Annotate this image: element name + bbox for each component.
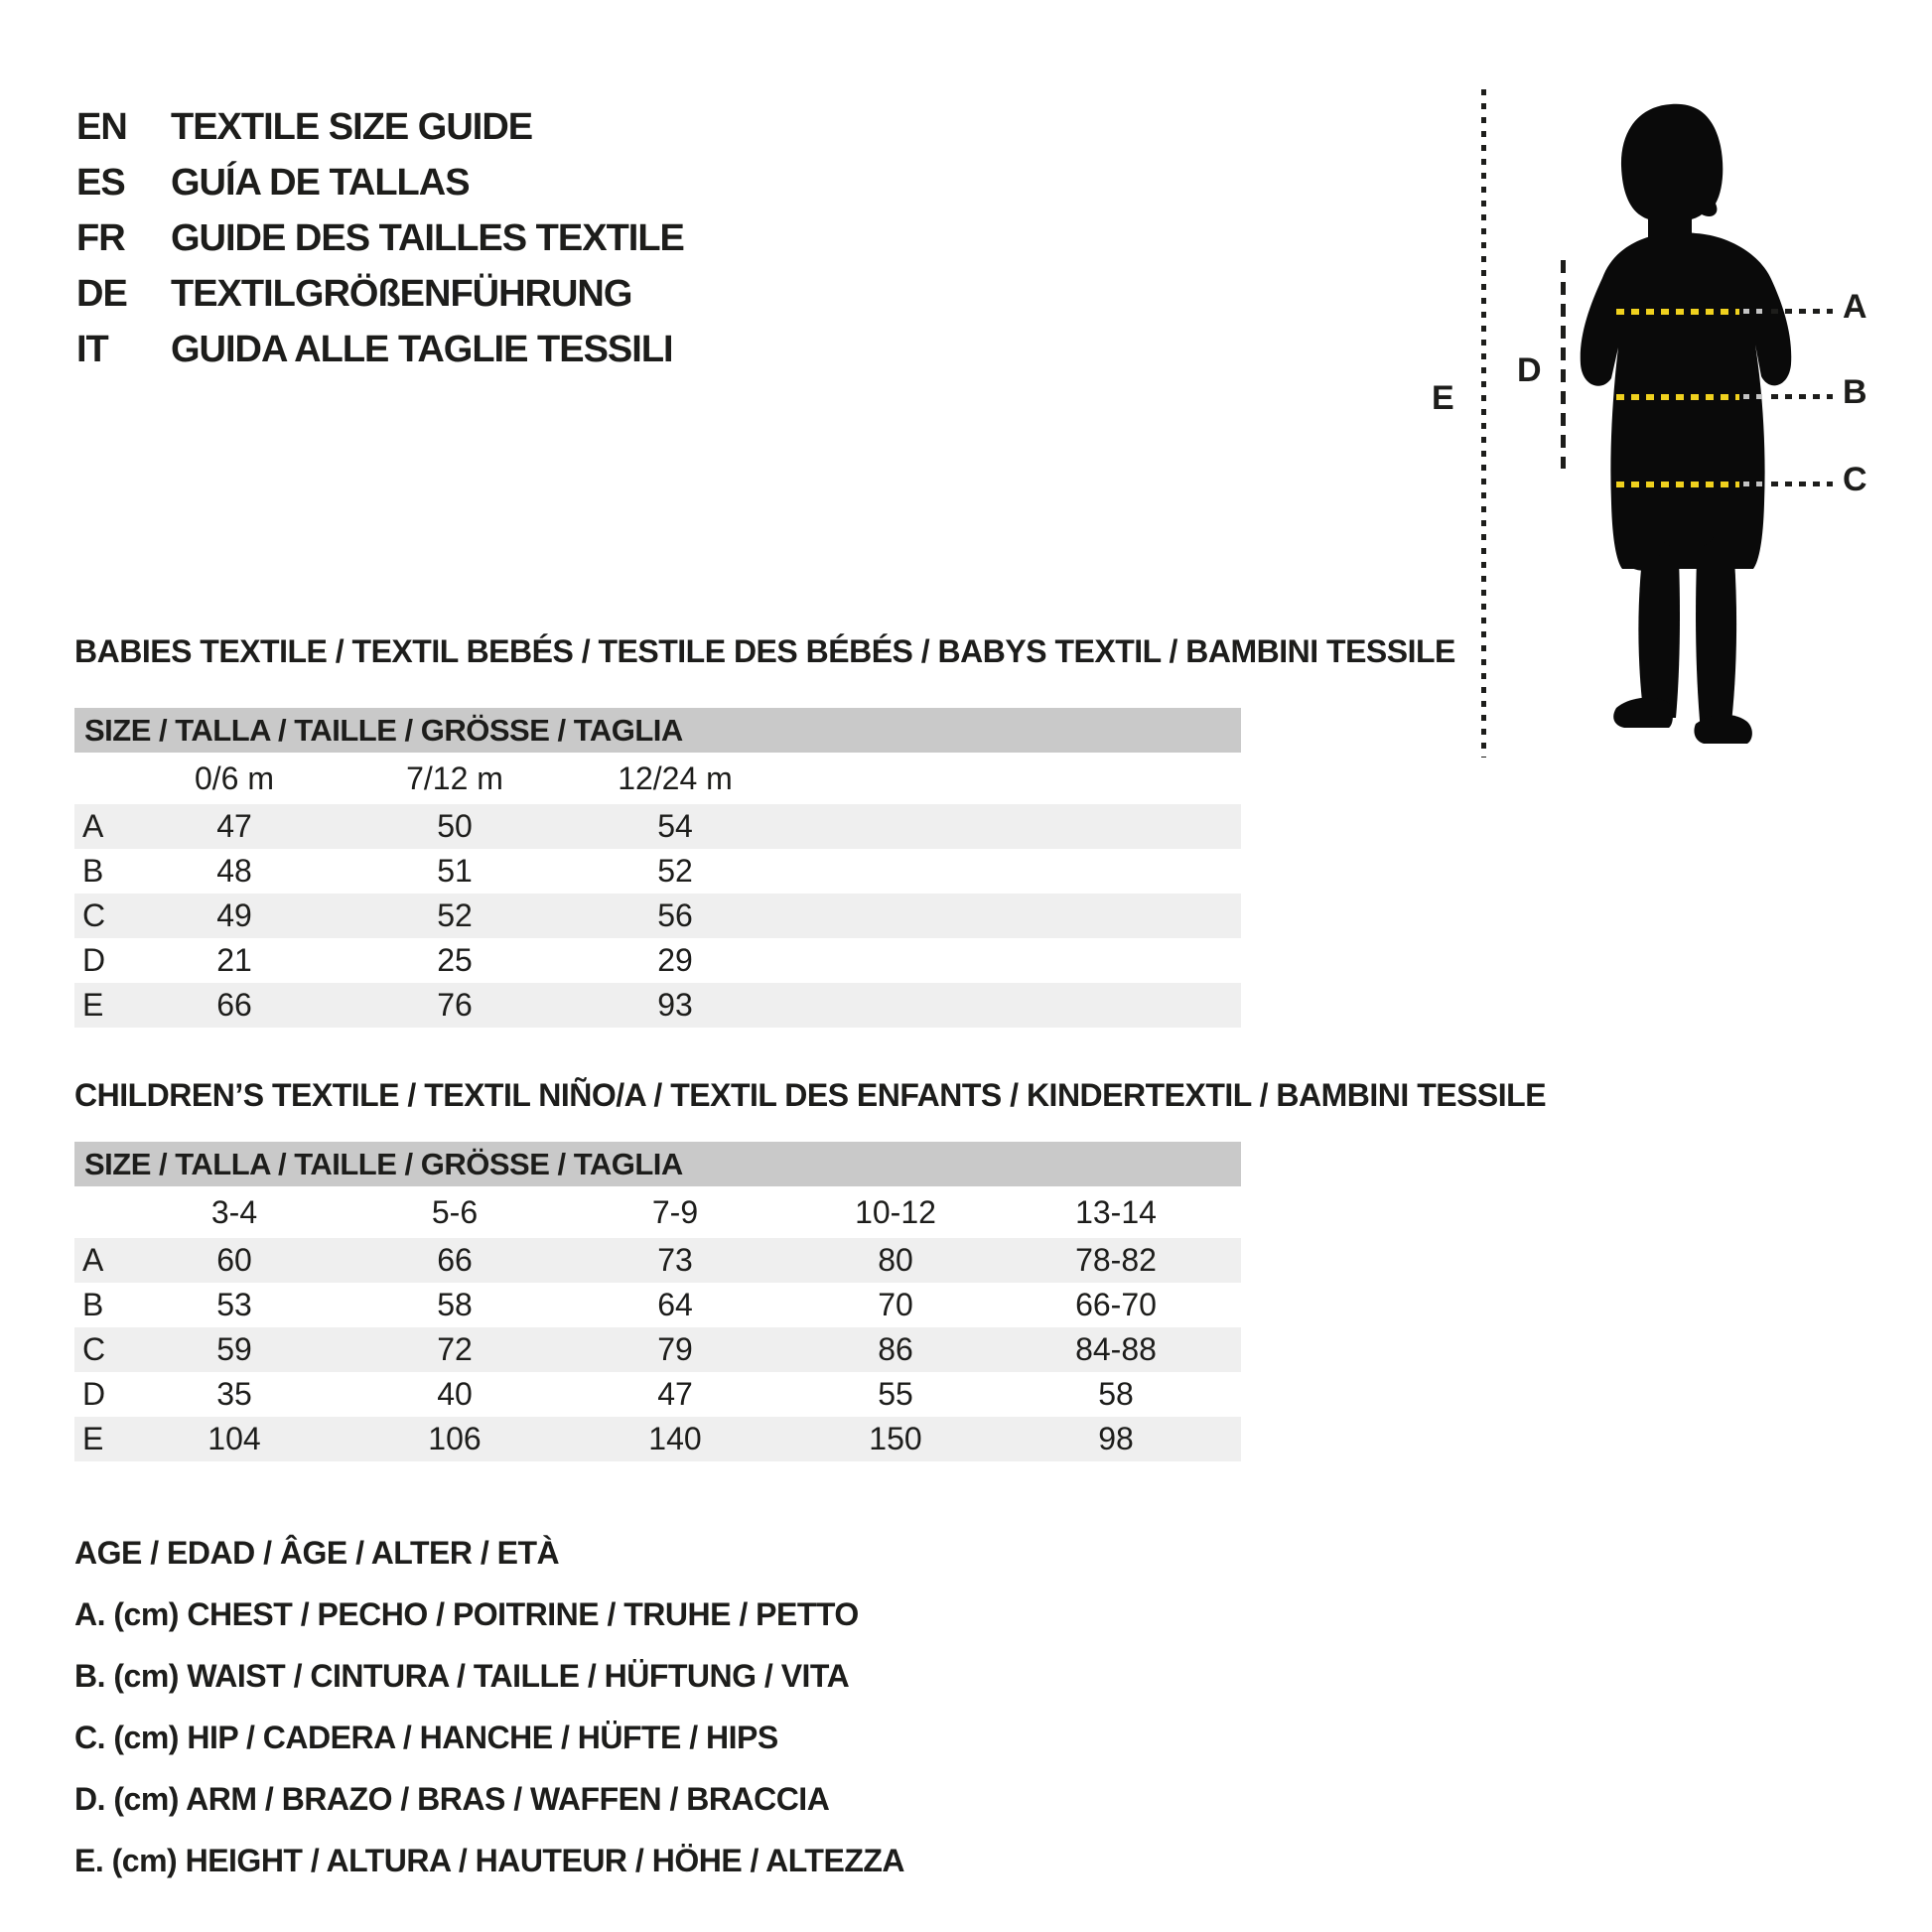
language-title: GUÍA DE TALLAS [171, 161, 470, 204]
table-cell: 35 [216, 1376, 252, 1412]
table-cell: 47 [216, 808, 252, 844]
hip-measure-line-fade [1743, 482, 1767, 486]
waist-measure-line [1616, 394, 1739, 400]
babies-section-title: BABIES TEXTILE / TEXTIL BEBÉS / TESTILE DES BÉBÉS / BABYS TEXTIL / BAMBINI TESSILE [74, 633, 1455, 669]
table-row [74, 1283, 1241, 1327]
column-header: 7/12 m [406, 759, 503, 796]
table-row [74, 894, 1241, 938]
table-cell: 55 [878, 1376, 913, 1412]
column-header: 0/6 m [194, 759, 275, 796]
table-cell: 66-70 [1075, 1287, 1157, 1322]
table-cell: 29 [657, 942, 693, 978]
row-label: D [82, 942, 106, 978]
table-row [74, 1417, 1241, 1461]
table-cell: 72 [437, 1331, 473, 1367]
table-cell: 53 [216, 1287, 252, 1322]
language-row-es [76, 155, 684, 210]
row-label: E [82, 1421, 104, 1456]
row-label: C [82, 897, 106, 933]
child-silhouette-icon [1579, 94, 1797, 769]
row-label: B [82, 1287, 104, 1322]
column-header: 5-6 [431, 1193, 479, 1230]
legend-arm: D. (cm) ARM / BRAZO / BRAS / WAFFEN / BRACCIA [74, 1780, 830, 1817]
row-label: B [82, 853, 104, 889]
table-cell: 21 [216, 942, 252, 978]
row-label: C [82, 1331, 106, 1367]
table-cell: 104 [207, 1421, 261, 1456]
arm-dashed-line [1561, 260, 1566, 469]
marker-b-label: B [1843, 373, 1866, 411]
table-cell: 54 [657, 808, 693, 844]
language-title: GUIDA ALLE TAGLIE TESSILI [171, 328, 673, 370]
table-row [74, 1327, 1241, 1372]
language-title: TEXTILE SIZE GUIDE [171, 105, 533, 148]
legend-age: AGE / EDAD / ÂGE / ALTER / ETÀ [74, 1534, 560, 1571]
table-cell: 93 [657, 987, 693, 1023]
table-cell: 80 [878, 1242, 913, 1278]
language-code: DE [76, 272, 127, 315]
row-label: D [82, 1376, 106, 1412]
table-cell: 40 [437, 1376, 473, 1412]
language-list [76, 99, 684, 377]
language-row-fr [76, 210, 684, 266]
legend-height: E. (cm) HEIGHT / ALTURA / HAUTEUR / HÖHE / ALTEZZA [74, 1842, 905, 1878]
table-cell: 56 [657, 897, 693, 933]
table-cell: 60 [216, 1242, 252, 1278]
height-dotted-line [1481, 89, 1486, 758]
table-cell: 84-88 [1075, 1331, 1157, 1367]
table-cell: 70 [878, 1287, 913, 1322]
measurement-figure [1410, 79, 1932, 774]
marker-e-label: E [1432, 379, 1453, 417]
children-column-headers [74, 1186, 1241, 1238]
language-code: FR [76, 216, 125, 259]
children-size-table [74, 1142, 1241, 1461]
table-row [74, 983, 1241, 1028]
language-code: IT [76, 328, 108, 370]
table-cell: 48 [216, 853, 252, 889]
language-title: GUIDE DES TAILLES TEXTILE [171, 216, 684, 259]
chest-pointer-line [1771, 309, 1833, 314]
waist-pointer-line [1771, 394, 1833, 399]
hip-pointer-line [1771, 482, 1833, 486]
legend-hip: C. (cm) HIP / CADERA / HANCHE / HÜFTE / HIPS [74, 1719, 778, 1755]
table-cell: 106 [428, 1421, 482, 1456]
table-cell: 58 [437, 1287, 473, 1322]
marker-c-label: C [1843, 461, 1866, 498]
babies-size-header-bar: SIZE / TALLA / TAILLE / GRÖSSE / TAGLIA [74, 708, 1241, 753]
row-label: A [82, 808, 104, 844]
table-cell: 73 [657, 1242, 693, 1278]
table-cell: 98 [1098, 1421, 1134, 1456]
table-row [74, 938, 1241, 983]
language-code: ES [76, 161, 125, 204]
table-row [74, 1238, 1241, 1283]
column-header: 12/24 m [618, 759, 733, 796]
marker-a-label: A [1843, 288, 1866, 326]
table-cell: 51 [437, 853, 473, 889]
babies-column-headers [74, 753, 1241, 804]
table-cell: 150 [869, 1421, 922, 1456]
table-cell: 66 [437, 1242, 473, 1278]
chest-measure-line [1616, 309, 1739, 315]
legend-waist: B. (cm) WAIST / CINTURA / TAILLE / HÜFTUNG / VITA [74, 1657, 850, 1694]
row-label: A [82, 1242, 104, 1278]
hip-measure-line [1616, 482, 1739, 487]
measurement-legend [74, 1522, 904, 1891]
column-header: 7-9 [651, 1193, 699, 1230]
table-cell: 64 [657, 1287, 693, 1322]
table-row [74, 849, 1241, 894]
table-cell: 66 [216, 987, 252, 1023]
table-row [74, 804, 1241, 849]
waist-measure-line-fade [1743, 394, 1767, 399]
column-header: 13-14 [1075, 1193, 1157, 1230]
row-label: E [82, 987, 104, 1023]
language-row-en [76, 99, 684, 155]
table-cell: 59 [216, 1331, 252, 1367]
table-cell: 86 [878, 1331, 913, 1367]
children-section-title: CHILDREN’S TEXTILE / TEXTIL NIÑO/A / TEXTIL DES ENFANTS / KINDERTEXTIL / BAMBINI TESSILE [74, 1077, 1547, 1113]
legend-chest: A. (cm) CHEST / PECHO / POITRINE / TRUHE / PETTO [74, 1595, 859, 1632]
language-row-it [76, 322, 684, 377]
table-cell: 79 [657, 1331, 693, 1367]
table-cell: 58 [1098, 1376, 1134, 1412]
table-cell: 50 [437, 808, 473, 844]
table-cell: 78-82 [1075, 1242, 1157, 1278]
table-cell: 140 [648, 1421, 702, 1456]
column-header: 3-4 [210, 1193, 258, 1230]
table-row [74, 1372, 1241, 1417]
column-header: 10-12 [855, 1193, 936, 1230]
table-cell: 49 [216, 897, 252, 933]
marker-d-label: D [1517, 351, 1541, 389]
table-cell: 76 [437, 987, 473, 1023]
language-title: TEXTILGRÖßENFÜHRUNG [171, 272, 632, 315]
table-cell: 25 [437, 942, 473, 978]
table-cell: 52 [657, 853, 693, 889]
language-row-de [76, 266, 684, 322]
table-cell: 52 [437, 897, 473, 933]
chest-measure-line-fade [1743, 309, 1767, 314]
table-cell: 47 [657, 1376, 693, 1412]
babies-size-table [74, 708, 1241, 1028]
language-code: EN [76, 105, 127, 148]
children-size-header-bar: SIZE / TALLA / TAILLE / GRÖSSE / TAGLIA [74, 1142, 1241, 1186]
